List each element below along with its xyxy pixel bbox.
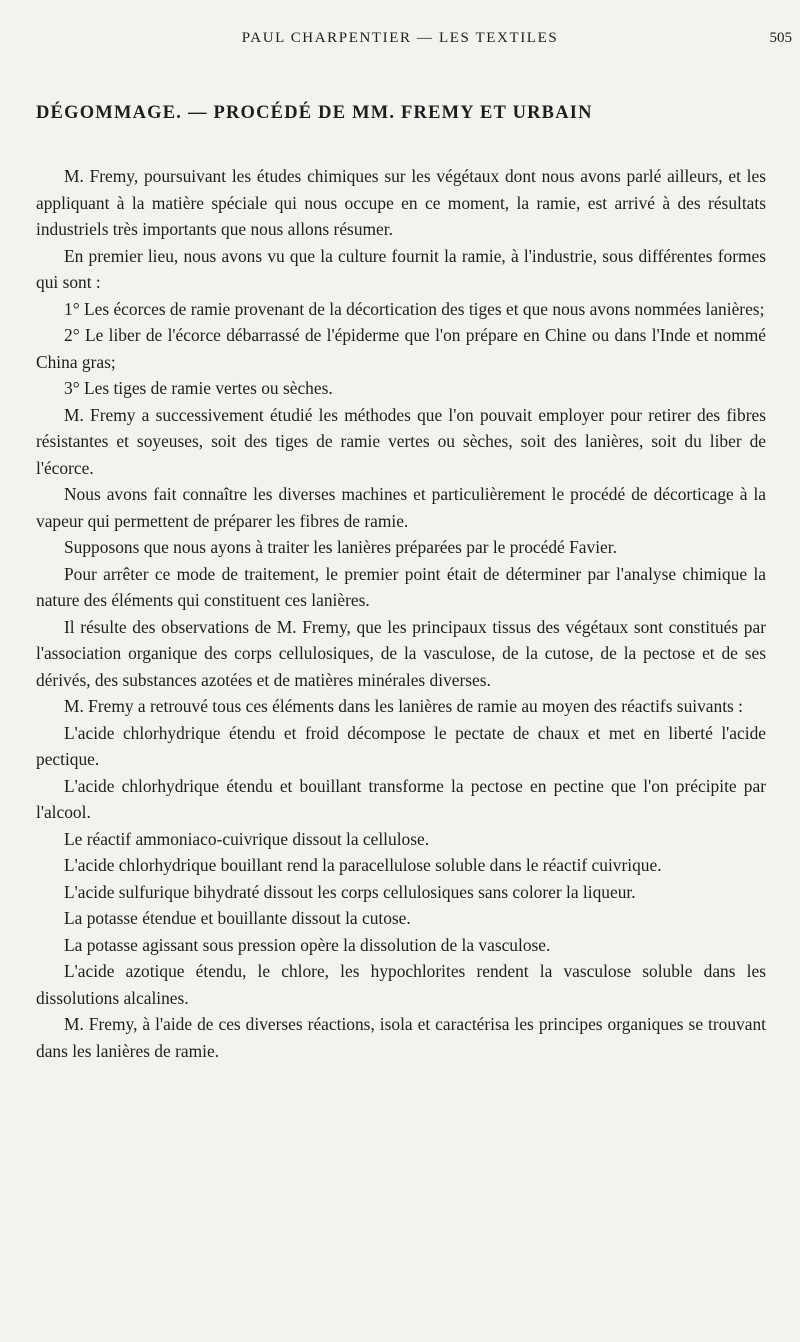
paragraph: La potasse étendue et bouillante dissout la cutose. — [64, 908, 411, 928]
paragraph: 3° Les tiges de ramie vertes ou sèches. — [64, 378, 333, 398]
paragraph: L'acide chlorhydrique étendu et froid décompose le pectate de chaux et met en liberté l'acide pectique. — [36, 722, 766, 769]
paragraph: Il résulte des observations de M. Fremy, que les principaux tissus des végétaux sont constitués par l'association organique des corps cellulosiques, de la vasculose, de la cutose, de la pectose et de ses dérivés, des substances azotées et de matières minérales diverses. — [36, 616, 766, 690]
paragraph: M. Fremy a successivement étudié les méthodes que l'on pouvait employer pour retirer des fibres résistantes et soyeuses, soit des tiges de ramie vertes ou sèches, soit des lanières, soit du liber de l'écorce. — [36, 404, 766, 478]
paragraph: M. Fremy, poursuivant les études chimiques sur les végétaux dont nous avons parlé ailleurs, et les appliquant à la matière spéciale qui nous occupe en ce moment, la ramie, est arrivé à des résultats industriels très importants que nous allons résumer. — [36, 166, 766, 239]
paragraph: M. Fremy a retrouvé tous ces éléments dans les lanières de ramie au moyen des réactifs suivants : — [64, 696, 743, 716]
paragraph: 1° Les écorces de ramie provenant de la décortication des tiges et que nous avons nommées lanières; — [64, 298, 765, 319]
paragraph: Le réactif ammoniaco-cuivrique dissout la cellulose. — [64, 828, 430, 849]
paragraph: 2° Le liber de l'écorce débarrassé de l'épiderme que l'on prépare en Chine ou dans l'Inde et nommé China gras; — [36, 325, 766, 372]
paragraph: L'acide chlorhydrique étendu et bouillant transforme la pectose en pectine que l'on précipite par l'alcool. — [36, 775, 766, 822]
running-title: PAUL CHARPENTIER — LES TEXTILES — [241, 30, 559, 46]
paragraph: Pour arrêter ce mode de traitement, le premier point était de déterminer par l'analyse chimique la nature des éléments qui constituent ces lanières. — [36, 563, 766, 610]
section-title: DÉGOMMAGE. — PROCÉDÉ DE MM. FREMY ET URBAIN — [36, 103, 593, 123]
body-text — [36, 163, 766, 1064]
paragraph: L'acide chlorhydrique bouillant rend la paracellulose soluble dans le réactif cuivrique. — [64, 855, 662, 875]
paragraph: Supposons que nous ayons à traiter les lanières préparées par le procédé Favier. — [64, 537, 617, 557]
paragraph: En premier lieu, nous avons vu que la culture fournit la ramie, à l'industrie, sous différentes formes qui sont : — [36, 245, 766, 292]
paragraph: La potasse agissant sous pression opère la dissolution de la vasculose. — [64, 934, 551, 955]
paragraph: L'acide sulfurique bihydraté dissout les corps cellulosiques sans colorer la liqueur. — [64, 881, 636, 902]
paragraph: Nous avons fait connaître les diverses machines et particulièrement le procédé de décorticage à la vapeur qui permettent de préparer les fibres de ramie. — [36, 484, 766, 531]
running-head — [0, 30, 800, 52]
paragraph: M. Fremy, à l'aide de ces diverses réactions, isola et caractérisa les principes organiques se trouvant dans les lanières de ramie. — [36, 1014, 766, 1061]
paragraph: L'acide azotique étendu, le chlore, les hypochlorites rendent la vasculose soluble dans les dissolutions alcalines. — [36, 961, 766, 1008]
page-number: 505 — [769, 30, 792, 46]
